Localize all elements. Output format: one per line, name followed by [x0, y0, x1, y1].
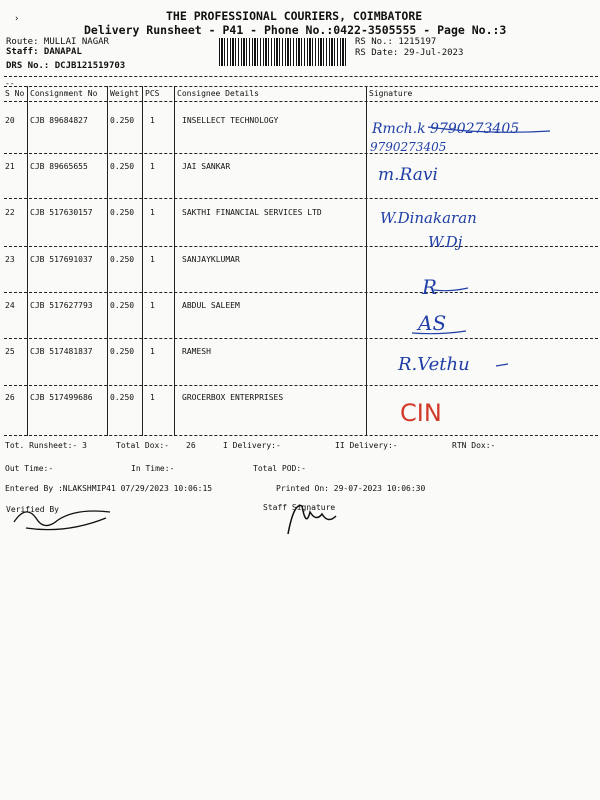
signature-24-text: AS: [418, 311, 447, 335]
column-line: [27, 86, 28, 436]
column-line: [366, 86, 367, 436]
cell-weight: 0.250: [110, 162, 135, 171]
cell-pcs: 1: [150, 116, 155, 125]
cell-consignment: CJB 517481837: [30, 347, 93, 356]
signature-21: [376, 160, 486, 190]
rs-date: RS Date: 29-Jul-2023: [355, 48, 464, 58]
route: Route: MULLAI NAGAR: [6, 37, 109, 47]
total-dox-value: 26: [186, 441, 196, 450]
cell-consignee: INSELLECT TECHNOLOGY: [182, 116, 279, 125]
total-dox-label: Total Dox:-: [116, 441, 169, 450]
cell-sno: 24: [5, 301, 15, 310]
cell-weight: 0.250: [110, 347, 135, 356]
cell-consignee: JAI SANKAR: [182, 162, 231, 171]
cell-weight: 0.250: [110, 393, 135, 402]
cell-weight: 0.250: [110, 255, 135, 264]
cell-consignment: CJB 89684827: [30, 116, 88, 125]
col-consignment: Consignment No: [30, 89, 98, 98]
marker: --: [5, 79, 15, 88]
col-weight: Weight: [110, 89, 139, 98]
cell-sno: 21: [5, 162, 15, 171]
signature-22: [378, 203, 518, 253]
cell-weight: 0.250: [110, 301, 135, 310]
signature-25: [396, 346, 536, 381]
row-divider: [4, 292, 598, 293]
divider: [4, 101, 598, 102]
col-pcs: PCS: [145, 89, 160, 98]
i-delivery: I Delivery:-: [223, 441, 281, 450]
col-signature: Signature: [369, 89, 413, 98]
signature-24: [410, 305, 470, 340]
column-line: [107, 86, 108, 436]
total-pod: Total POD:-: [253, 464, 306, 473]
cell-consignment: CJB 517691037: [30, 255, 93, 264]
cell-pcs: 1: [150, 301, 155, 310]
staff-signature-label: Staff Signature: [263, 503, 336, 512]
cell-weight: 0.250: [110, 208, 135, 217]
cell-sno: 25: [5, 347, 15, 356]
tot-runsheet: Tot. Runsheet:- 3: [5, 441, 87, 450]
cell-pcs: 1: [150, 162, 155, 171]
cell-sno: 20: [5, 116, 15, 125]
verified-by: Verified By: [6, 505, 59, 514]
row-divider: [4, 385, 598, 386]
cell-sno: 26: [5, 393, 15, 402]
cell-consignee: ABDUL SALEEM: [182, 301, 240, 310]
cell-consignment: CJB 517630157: [30, 208, 93, 217]
cell-consignee: SANJAYKLUMAR: [182, 255, 240, 264]
barcode: [219, 38, 347, 66]
staff: Staff: DANAPAL: [6, 47, 82, 57]
cell-consignment: CJB 517499686: [30, 393, 93, 402]
cell-pcs: 1: [150, 393, 155, 402]
tick-mark: ›: [14, 14, 20, 24]
row-divider: [4, 338, 598, 339]
verified-signature: [6, 498, 116, 538]
cell-consignment: CJB 89665655: [30, 162, 88, 171]
col-consignee: Consignee Details: [177, 89, 259, 98]
printed-on: Printed On: 29-07-2023 10:06:30: [276, 484, 426, 493]
out-time: Out Time:-: [5, 464, 54, 473]
column-line: [174, 86, 175, 436]
cell-consignee: RAMESH: [182, 347, 211, 356]
cell-sno: 23: [5, 255, 15, 264]
divider: [4, 435, 598, 436]
in-time: In Time:-: [131, 464, 175, 473]
divider: [4, 86, 598, 87]
rs-number: RS No.: 1215197: [355, 37, 437, 47]
signature-25-text: R.Vethu: [398, 354, 470, 375]
signature-20-phone: 9790273405: [370, 140, 447, 154]
ii-delivery: II Delivery:-: [335, 441, 398, 450]
signature-20: [368, 115, 558, 155]
cell-pcs: 1: [150, 208, 155, 217]
signature-26: [398, 395, 468, 430]
entered-by: Entered By :NLAKSHMIP41 07/29/2023 10:06:15: [5, 484, 213, 493]
row-divider: [4, 198, 598, 199]
rtn-dox: RTN Dox:-: [452, 441, 496, 450]
col-sno: S No: [5, 89, 25, 98]
staff-signature: [280, 498, 350, 538]
column-line: [142, 86, 143, 436]
drs-number: DRS No.: DCJB121519703: [6, 61, 126, 71]
svg-text:W.Dj: W.Dj: [428, 233, 463, 251]
runsheet-subtitle: Delivery Runsheet - P41 - Phone No.:0422-3505555 - Page No.:3: [84, 23, 507, 37]
divider: [4, 76, 598, 77]
signature-26-text: CIN: [400, 399, 442, 427]
cell-weight: 0.250: [110, 116, 135, 125]
cell-consignee: GROCERBOX ENTERPRISES: [182, 393, 284, 402]
cell-sno: 22: [5, 208, 15, 217]
signature-22-text: W.Dinakaran: [380, 209, 477, 227]
cell-consignment: CJB 517627793: [30, 301, 93, 310]
cell-pcs: 1: [150, 347, 155, 356]
signature-23-text: R: [422, 275, 438, 299]
signature-23: [420, 272, 480, 302]
company-title: THE PROFESSIONAL COURIERS, COIMBATORE: [166, 9, 423, 23]
cell-consignee: SAKTHI FINANCIAL SERVICES LTD: [182, 208, 322, 217]
signature-20-text: Rmch.k 9790273405: [372, 121, 520, 137]
signature-21-text: m.Ravi: [378, 165, 438, 185]
cell-pcs: 1: [150, 255, 155, 264]
